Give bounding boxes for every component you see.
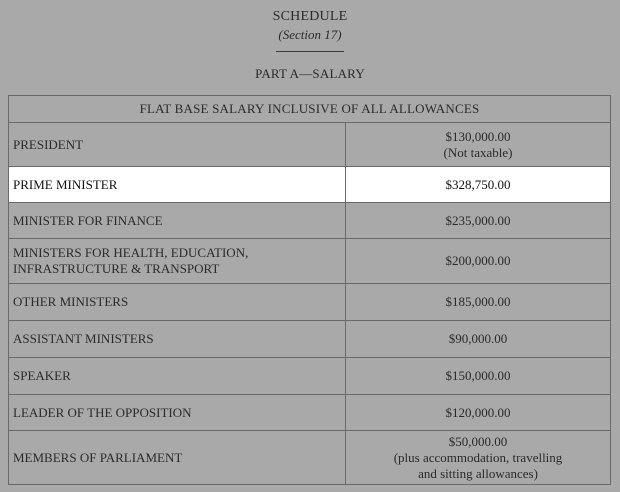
office-label: OTHER MINISTERS: [9, 284, 346, 321]
salary-amount: $130,000.00: [445, 128, 511, 144]
office-label: PRESIDENT: [9, 123, 346, 167]
office-label-line: INFRASTRUCTURE & TRANSPORT: [13, 261, 220, 276]
table-heading: FLAT BASE SALARY INCLUSIVE OF ALL ALLOWANCES: [9, 96, 611, 123]
table-row-minister-finance: [9, 203, 611, 239]
salary-amount: $90,000.00: [346, 321, 611, 358]
office-label: [9, 239, 346, 284]
part-title: PART A—SALARY: [255, 66, 365, 81]
table-row-ministers-health-education: [9, 239, 611, 284]
table-row-prime-minister: [9, 167, 611, 203]
salary-amount: $200,000.00: [346, 239, 611, 284]
office-label: PRIME MINISTER: [9, 167, 346, 203]
salary-amount: $150,000.00: [346, 358, 611, 395]
salary-cell: [346, 123, 611, 167]
office-label: LEADER OF THE OPPOSITION: [9, 395, 346, 431]
document-header: [0, 8, 620, 82]
office-label: MINISTER FOR FINANCE: [9, 203, 346, 239]
table-row-members-parliament: [9, 431, 611, 485]
salary-amount: $235,000.00: [346, 203, 611, 239]
office-label: MEMBERS OF PARLIAMENT: [9, 431, 346, 485]
table-row-president: [9, 123, 611, 167]
office-label: SPEAKER: [9, 358, 346, 395]
salary-note: (plus accommodation, travelling: [393, 449, 563, 465]
schedule-section-reference: (Section 17): [278, 27, 342, 42]
salary-amount: $50,000.00: [448, 433, 508, 449]
salary-note: and sitting allowances): [418, 465, 538, 481]
salary-cell: [346, 431, 611, 485]
salary-note: (Not taxable): [443, 144, 513, 160]
table-row-leader-opposition: [9, 395, 611, 431]
salary-amount: $185,000.00: [346, 284, 611, 321]
salary-amount: $120,000.00: [346, 395, 611, 431]
table-heading-row: [9, 96, 611, 123]
salary-table: [8, 95, 611, 485]
header-divider: [276, 51, 344, 52]
schedule-title: SCHEDULE: [272, 9, 348, 24]
office-label-line: MINISTERS FOR HEALTH, EDUCATION,: [13, 245, 249, 260]
table-row-assistant-ministers: [9, 321, 611, 358]
table-row-speaker: [9, 358, 611, 395]
office-label: ASSISTANT MINISTERS: [9, 321, 346, 358]
table-row-other-ministers: [9, 284, 611, 321]
salary-amount: $328,750.00: [346, 167, 611, 203]
